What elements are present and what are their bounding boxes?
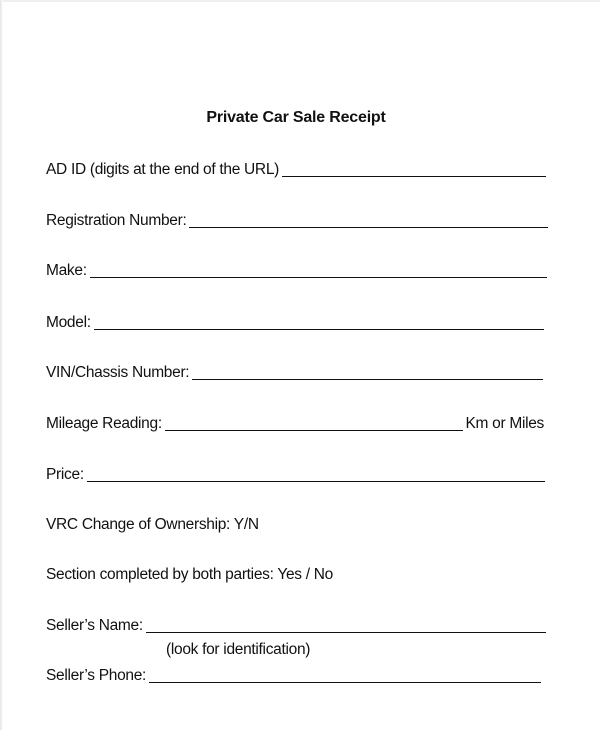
sellers-phone-blank-line[interactable] — [149, 665, 541, 683]
make-field — [46, 259, 547, 281]
page-top-border — [0, 0, 600, 2]
sellers-name-blank-line[interactable] — [146, 615, 546, 633]
sellers-phone-field — [46, 664, 541, 686]
vin-blank-line[interactable] — [192, 362, 543, 380]
registration-number-label: Registration Number: — [46, 212, 187, 229]
mileage-blank-line[interactable] — [165, 413, 464, 431]
price-blank-line[interactable] — [87, 464, 545, 482]
registration-number-field — [46, 209, 548, 231]
sellers-phone-label: Seller’s Phone: — [46, 667, 147, 684]
mileage-field — [46, 412, 544, 434]
ad-id-label: AD ID (digits at the end of the URL) — [46, 161, 280, 178]
make-blank-line[interactable] — [90, 260, 547, 278]
price-field — [46, 463, 545, 485]
document-title: Private Car Sale Receipt — [206, 109, 386, 126]
identification-note: (look for identification) — [166, 641, 311, 658]
vin-field — [46, 361, 543, 383]
make-label: Make: — [46, 262, 87, 279]
registration-number-blank-line[interactable] — [189, 210, 548, 228]
mileage-label: Mileage Reading: — [46, 415, 162, 432]
sellers-name-label: Seller’s Name: — [46, 617, 143, 634]
model-label: Model: — [46, 314, 91, 331]
sellers-name-field — [46, 614, 546, 636]
model-field — [46, 311, 544, 333]
ad-id-field — [46, 158, 546, 180]
ad-id-blank-line[interactable] — [282, 159, 546, 177]
vin-label: VIN/Chassis Number: — [46, 364, 190, 381]
mileage-unit-suffix: Km or Miles — [465, 415, 544, 432]
vrc-change-text: VRC Change of Ownership: Y/N — [46, 516, 259, 533]
section-completed-text: Section completed by both parties: Yes / No — [46, 566, 333, 583]
price-label: Price: — [46, 466, 84, 483]
model-blank-line[interactable] — [94, 312, 544, 330]
